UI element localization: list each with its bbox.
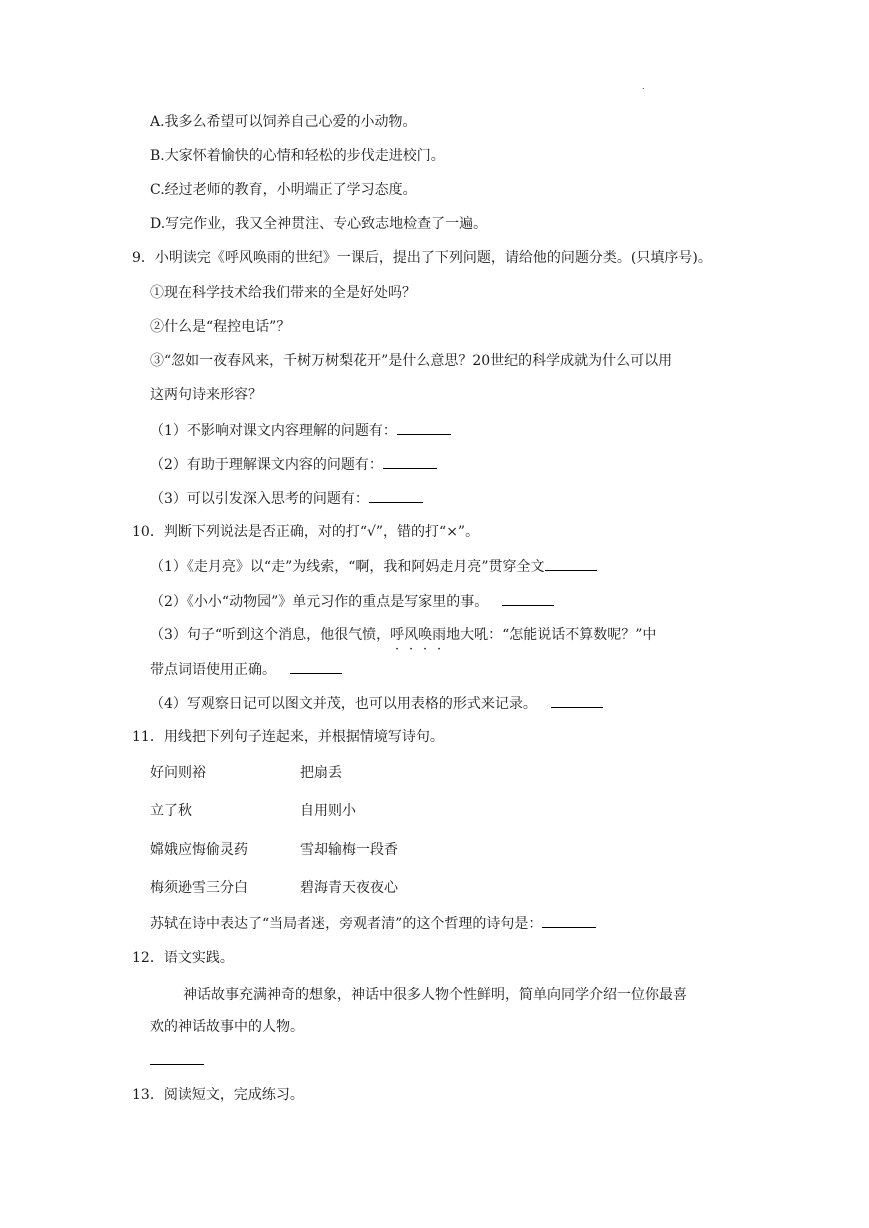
- match-left-2[interactable]: 立了秋: [150, 803, 192, 819]
- q9-sub-1-label: （1）不影响对课文内容理解的问题有：: [150, 423, 397, 439]
- q9-item-3-line2: 这两句诗来形容？: [150, 387, 262, 403]
- q9-stem: 9．小明读完《呼风唤雨的世纪》一课后，提出了下列问题，请给他的问题分类。(只填序号)。: [132, 250, 712, 266]
- q9-item-2: ②什么是“程控电话”？: [150, 319, 291, 335]
- q9-sub-1: [150, 420, 451, 441]
- q12-answer-line: [150, 1050, 204, 1071]
- q11-prompt-text: 苏轼在诗中表达了“当局者迷，旁观者清”的这个哲理的诗句是：: [150, 916, 543, 932]
- q9-sub-3-label: （3）可以引发深入思考的问题有：: [150, 491, 369, 507]
- page-mark: .: [642, 82, 645, 91]
- dotted-char: 雨: [432, 627, 447, 643]
- answer-blank[interactable]: [369, 488, 423, 503]
- q12-line-1: 神话故事充满神奇的想象，神话中很多人物个性鲜明，简单向同学介绍一位你最喜: [183, 987, 687, 1003]
- answer-blank[interactable]: [545, 556, 597, 571]
- answer-blank[interactable]: [542, 913, 596, 928]
- q12-line-2: 欢的神话故事中的人物。: [150, 1019, 304, 1035]
- answer-blank[interactable]: [290, 659, 342, 674]
- q10-statement-4-text: （4）写观察日记可以图文并茂，也可以用表格的形式来记录。: [150, 696, 537, 712]
- answer-blank[interactable]: [150, 1050, 204, 1065]
- q11-prompt: [150, 913, 596, 934]
- q9-sub-2: [150, 454, 437, 475]
- match-right-1[interactable]: 把扇丢: [300, 765, 342, 781]
- match-left-1[interactable]: 好问则裕: [150, 765, 206, 781]
- q9-sub-3: [150, 488, 423, 509]
- q10-statement-3-before: （3）句子“听到这个消息，他很气愤，: [150, 627, 391, 643]
- dotted-char: 呼: [390, 627, 405, 643]
- q10-statement-3: [150, 625, 656, 645]
- q12-stem: 12．语文实践。: [132, 950, 234, 966]
- q9-item-3-line1: ③“忽如一夜春风来，千树万树梨花开”是什么意思？20世纪的科学成就为什么可以用: [150, 353, 673, 369]
- q10-statement-3-after: 地大吼：“怎能说话不算数呢？”中: [446, 627, 657, 643]
- match-right-2[interactable]: 自用则小: [300, 803, 356, 819]
- q9-item-1: ①现在科学技术给我们带来的全是好处吗？: [150, 285, 416, 301]
- q10-statement-4: [150, 693, 603, 714]
- q13-stem: 13．阅读短文，完成练习。: [132, 1087, 304, 1103]
- option-c: C.经过老师的教育，小明端正了学习态度。: [150, 182, 417, 198]
- match-right-3[interactable]: 雪却输梅一段香: [300, 842, 398, 858]
- match-right-4[interactable]: 碧海青天夜夜心: [300, 880, 398, 896]
- answer-blank[interactable]: [397, 420, 451, 435]
- q10-statement-1-text: （1）《走月亮》以“走”为线索，“啊，我和阿妈走月亮”贯穿全文: [150, 559, 545, 575]
- q9-sub-2-label: （2）有助于理解课文内容的问题有：: [150, 457, 383, 473]
- option-b: B.大家怀着愉快的心情和轻松的步伐走进校门。: [150, 148, 445, 164]
- q10-stem: 10．判断下列说法是否正确，对的打“√”，错的打“×”。: [132, 524, 480, 540]
- match-left-4[interactable]: 梅须逊雪三分白: [150, 880, 248, 896]
- q10-statement-1: [150, 556, 597, 577]
- answer-blank[interactable]: [502, 591, 554, 606]
- answer-blank[interactable]: [551, 693, 603, 708]
- option-a: A.我多么希望可以饲养自己心爱的小动物。: [150, 114, 417, 130]
- dotted-char: 唤: [418, 627, 433, 643]
- q10-statement-2: [150, 591, 554, 612]
- q10-statement-3-line2: [150, 659, 342, 680]
- q10-statement-2-text: （2）《小小“动物园”》单元习作的重点是写家里的事。: [150, 594, 489, 610]
- q10-statement-3-line2-text: 带点词语使用正确。: [150, 662, 276, 678]
- option-d: D.写完作业，我又全神贯注、专心致志地检查了一遍。: [150, 216, 488, 232]
- dotted-char: 风: [404, 627, 419, 643]
- q11-stem: 11．用线把下列句子连起来，并根据情境写诗句。: [132, 729, 444, 745]
- match-left-3[interactable]: 嫦娥应悔偷灵药: [150, 842, 248, 858]
- answer-blank[interactable]: [383, 454, 437, 469]
